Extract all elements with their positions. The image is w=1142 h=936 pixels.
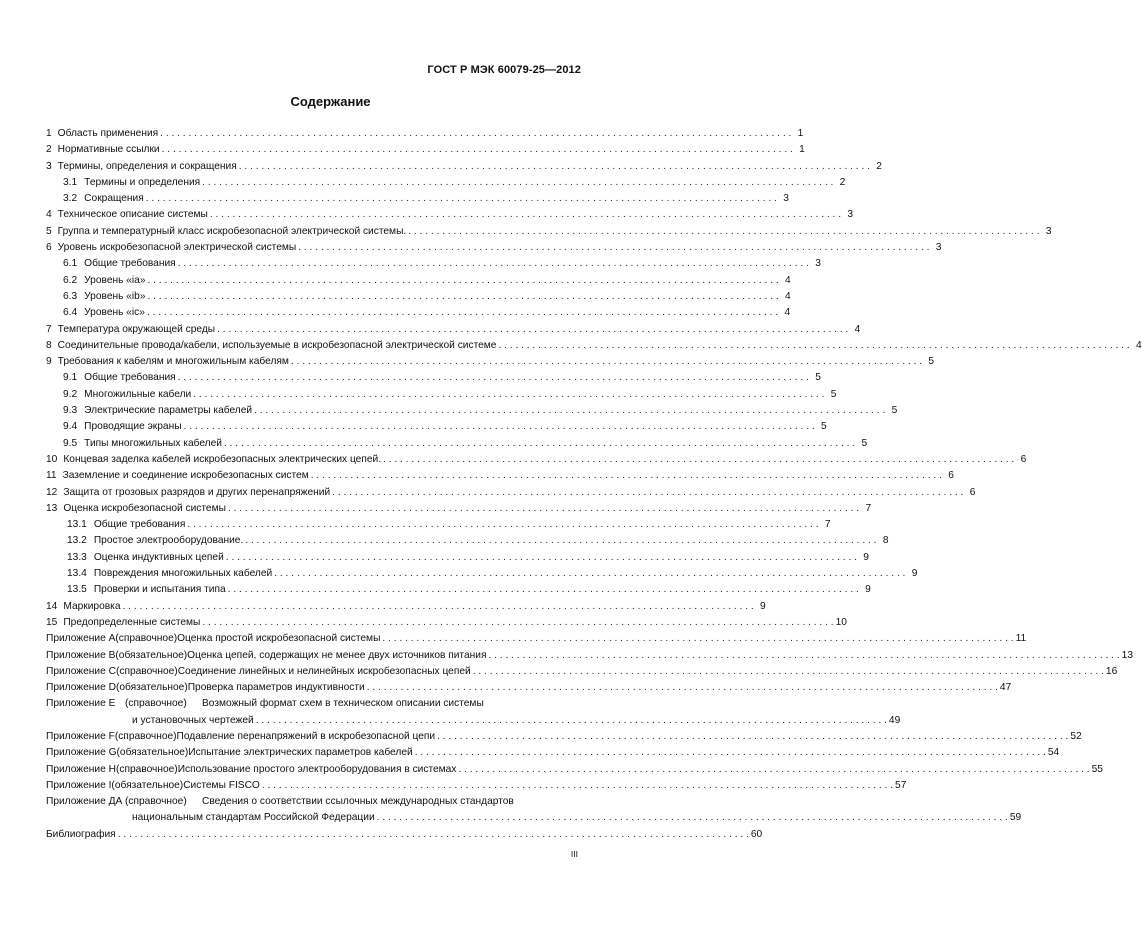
toc-appendix-entry[interactable] (46, 729, 1082, 745)
toc-entry-title: Многожильные кабели (84, 388, 192, 400)
dot-leader (488, 648, 1119, 664)
toc-appendix-entry[interactable] (46, 696, 901, 729)
dot-leader (291, 354, 922, 370)
dot-leader (118, 827, 749, 843)
toc-entry-title: Общие требования (84, 372, 176, 384)
appendix-kind: (справочное) (115, 633, 178, 645)
toc-entry-page: 3 (783, 193, 789, 205)
toc-entry[interactable] (46, 403, 898, 419)
appendix-kind: (справочное) (125, 698, 187, 710)
toc-entry-number: 1 (46, 128, 52, 139)
appendix-title: Испытание электрических параметров кабелей (188, 747, 413, 759)
toc-entry-number: 3.2 (63, 193, 78, 205)
toc-entry[interactable] (46, 354, 935, 370)
toc-entry-title: Защита от грозовых разрядов и других перенапряжений (63, 486, 331, 498)
appendix-label: Приложение C (46, 665, 116, 677)
toc-entry[interactable] (46, 533, 889, 549)
toc-entry[interactable] (46, 485, 976, 501)
dot-leader (228, 582, 859, 598)
dot-leader (147, 305, 778, 321)
appendix-label: Приложение G (46, 747, 117, 759)
appendix-title: Использование простого электрооборудования в системах (177, 763, 457, 775)
dot-leader (377, 810, 1008, 826)
dot-leader (367, 680, 998, 696)
toc-entry-number: 11 (46, 470, 57, 482)
toc-entry-title: Уровень искробезопасной электрической системы (57, 242, 297, 254)
toc-entry-title: Область применения (57, 128, 159, 139)
toc-entry-title: Группа и температурный класс искробезопасной электрической системы. (57, 225, 407, 237)
toc-appendix-entry[interactable] (46, 745, 1060, 761)
toc-bibliography-entry[interactable] (46, 827, 763, 843)
toc-entry[interactable] (46, 452, 1027, 468)
bibliography-page: 60 (750, 828, 763, 840)
dot-leader (148, 289, 779, 305)
appendix-label: Приложение ДА (46, 796, 123, 808)
toc-entry-number: 3.1 (63, 176, 78, 188)
toc-entry-number: 13.4 (67, 568, 87, 580)
toc-entry-page: 4 (854, 323, 861, 335)
appendix-title: Оценка цепей, содержащих не менее двух источников питания (187, 649, 487, 661)
toc-entry-number: 9.2 (63, 388, 78, 400)
toc-entry-page: 9 (760, 600, 766, 612)
toc-entry-page: 2 (839, 176, 846, 188)
dot-leader (202, 175, 833, 191)
toc-entry-page: 4 (785, 290, 791, 302)
toc-entry[interactable] (46, 305, 791, 321)
toc-entry[interactable] (46, 159, 882, 175)
dot-leader (262, 778, 893, 794)
toc-entry-title: Маркировка (63, 600, 121, 612)
toc-entry[interactable] (46, 142, 805, 158)
toc-entry-number: 14 (46, 600, 58, 612)
toc-appendix-entry[interactable] (46, 664, 1118, 680)
appendix-kind: (обязательное) (115, 682, 188, 694)
dot-leader (437, 729, 1068, 745)
toc-entry-number: 15 (46, 616, 58, 628)
appendix-label: Приложение F (46, 730, 115, 742)
toc-appendix-entry[interactable] (46, 680, 1012, 696)
dot-leader (123, 599, 754, 615)
appendix-label: Приложение B (46, 649, 116, 661)
dot-leader (148, 273, 779, 289)
toc-entry-page: 5 (815, 372, 821, 384)
toc-entry-number: 3 (46, 160, 52, 172)
toc-entry-page: 5 (830, 388, 837, 400)
document-header: ГОСТ Р МЭК 60079-25—2012 (427, 64, 581, 76)
dot-leader (498, 338, 1129, 354)
table-of-contents (46, 126, 1142, 843)
toc-entry[interactable] (46, 468, 954, 484)
dot-leader (408, 224, 1039, 240)
toc-entry-number: 9.4 (63, 421, 78, 433)
toc-entry[interactable] (46, 240, 942, 256)
dot-leader (382, 631, 1013, 647)
appendix-title: Сведения о соответствии ссылочных международных стандартов (202, 796, 514, 808)
toc-entry[interactable] (46, 273, 791, 289)
toc-entry-number: 9 (46, 356, 52, 368)
toc-entry[interactable] (46, 517, 831, 533)
toc-entry-number: 6.2 (63, 274, 78, 286)
appendix-kind: (справочное) (125, 796, 187, 808)
toc-entry-page: 4 (784, 307, 791, 319)
appendix-kind: (обязательное) (116, 747, 189, 759)
dot-leader (458, 762, 1089, 778)
toc-entry[interactable] (46, 322, 861, 338)
toc-entry-page: 3 (847, 209, 854, 221)
appendix-label: Приложение H (46, 763, 116, 775)
toc-entry-page: 5 (891, 405, 898, 417)
toc-entry[interactable] (46, 599, 766, 615)
toc-entry-title: Температура окружающей среды (57, 323, 216, 335)
toc-entry-page: 1 (797, 128, 804, 139)
appendix-kind: (справочное) (115, 763, 178, 775)
toc-entry-number: 9.3 (63, 405, 78, 417)
toc-entry-page: 7 (865, 502, 872, 514)
dot-leader (210, 207, 841, 223)
toc-entry-title: Заземление и соединение искробезопасных систем (62, 470, 309, 482)
toc-entry-number: 10 (46, 453, 58, 465)
dot-leader (332, 485, 963, 501)
toc-entry-page: 6 (948, 470, 954, 482)
toc-entry-title: Сокращения (84, 193, 144, 205)
toc-entry-number: 13 (46, 502, 58, 514)
appendix-page: 52 (1070, 730, 1082, 742)
toc-appendix-entry[interactable] (46, 794, 1022, 827)
dot-leader (224, 436, 855, 452)
toc-entry-title: Типы многожильных кабелей (84, 437, 222, 449)
dot-leader (383, 452, 1014, 468)
toc-entry-title: Электрические параметры кабелей (84, 405, 253, 417)
appendix-page: 13 (1121, 649, 1134, 661)
toc-entry-page: 6 (969, 486, 976, 498)
dot-leader (226, 550, 857, 566)
dot-leader (228, 501, 859, 517)
appendix-label: Приложение A (46, 633, 116, 645)
toc-entry-number: 12 (46, 486, 58, 498)
toc-entry-number: 6 (46, 242, 52, 254)
dot-leader (298, 240, 929, 256)
toc-entry-number: 13.5 (67, 584, 87, 596)
appendix-page: 59 (1009, 812, 1022, 824)
toc-entry[interactable] (46, 224, 1052, 240)
toc-entry-page: 9 (865, 584, 871, 596)
toc-entry-number: 8 (46, 339, 52, 351)
toc-entry[interactable] (46, 370, 821, 386)
appendix-label: Приложение E (46, 698, 116, 710)
toc-entry-number: 13.2 (67, 535, 87, 547)
toc-entry[interactable] (46, 126, 804, 142)
bibliography-title: Библиография (46, 828, 116, 840)
toc-entry-number: 6.1 (63, 258, 78, 270)
appendix-title: Системы FISCO (183, 779, 260, 791)
toc-entry[interactable] (46, 207, 854, 223)
dot-leader (160, 126, 791, 142)
toc-entry[interactable] (46, 550, 869, 566)
toc-entry-page: 9 (911, 568, 918, 580)
toc-entry-title: Простое электрооборудование. (93, 535, 244, 547)
toc-entry-title: Оценка искробезопасной системы (63, 502, 226, 514)
toc-entry[interactable] (46, 175, 846, 191)
toc-entry-title: Уровень «ia» (84, 274, 146, 286)
toc-entry-page: 3 (1045, 225, 1052, 237)
toc-entry-page: 8 (882, 535, 889, 547)
appendix-page: 49 (888, 714, 901, 726)
appendix-title: Проверка параметров индуктивности (187, 682, 365, 694)
toc-entry-title: Соединительные провода/кабели, используемые в искробезопасной электрической системе (57, 339, 497, 351)
appendix-title: Оценка простой искробезопасной системы (177, 633, 381, 645)
toc-entry-title: Повреждения многожильных кабелей (93, 568, 273, 580)
toc-entry[interactable] (46, 289, 791, 305)
appendix-title-continued: национальным стандартам Российской Федерации (132, 812, 375, 824)
toc-entry-number: 5 (46, 225, 52, 237)
toc-appendix-entry[interactable] (46, 762, 1103, 778)
toc-entry-title: Нормативные ссылки (57, 144, 160, 156)
dot-leader (178, 256, 809, 272)
appendix-page: 55 (1091, 763, 1103, 775)
dot-leader (274, 566, 905, 582)
toc-entry-title: Техническое описание системы (57, 209, 208, 221)
toc-appendix-entry[interactable] (46, 648, 1134, 664)
toc-appendix-entry[interactable] (46, 631, 1027, 647)
toc-title: Содержание (290, 94, 371, 109)
toc-entry[interactable] (46, 419, 827, 435)
toc-entry[interactable] (46, 582, 871, 598)
toc-entry[interactable] (46, 191, 789, 207)
toc-entry-page: 2 (876, 160, 882, 172)
toc-entry[interactable] (46, 566, 918, 582)
appendix-kind: (справочное) (115, 665, 178, 677)
toc-entry-title: Общие требования (93, 519, 186, 531)
toc-entry-page: 4 (1135, 339, 1142, 351)
toc-entry[interactable] (46, 256, 821, 272)
toc-entry-title: Термины и определения (84, 176, 201, 188)
appendix-page: 57 (895, 779, 907, 791)
toc-entry[interactable] (46, 501, 872, 517)
toc-entry-title: Уровень «ic» (84, 307, 145, 319)
toc-entry-number: 4 (46, 209, 52, 221)
toc-entry-number: 13.1 (67, 519, 87, 531)
toc-entry-page: 7 (824, 519, 831, 531)
toc-entry-number: 13.3 (67, 551, 87, 563)
appendix-page: 16 (1105, 665, 1118, 677)
dot-leader (254, 403, 885, 419)
appendix-label: Приложение D (46, 682, 116, 694)
appendix-title: Подавление перенапряжений в искробезопасной цепи (176, 730, 436, 742)
toc-entry-page: 5 (821, 421, 827, 433)
toc-entry-page: 6 (1020, 453, 1027, 465)
appendix-kind: (обязательное) (115, 649, 188, 661)
dot-leader (311, 468, 942, 484)
dot-leader (245, 533, 876, 549)
appendix-page: 11 (1015, 633, 1027, 645)
appendix-page: 47 (999, 682, 1012, 694)
toc-entry-title: Требования к кабелям и многожильным кабелям (57, 356, 289, 368)
dot-leader (162, 142, 793, 158)
dot-leader (146, 191, 777, 207)
toc-entry[interactable] (46, 387, 837, 403)
toc-entry-number: 6.4 (63, 307, 78, 319)
appendix-kind: (обязательное) (111, 779, 184, 791)
dot-leader (256, 713, 887, 729)
appendix-title: Соединение линейных и нелинейных искробезопасных цепей (177, 665, 471, 677)
toc-entry-page: 5 (861, 437, 868, 449)
toc-entry-title: Концевая заделка кабелей искробезопасных электрических цепей. (63, 453, 382, 465)
toc-entry-title: Оценка индуктивных цепей (93, 551, 224, 563)
toc-entry-page: 3 (935, 242, 942, 254)
toc-entry-title: Проверки и испытания типа (93, 584, 226, 596)
toc-entry-title: Уровень «ib» (84, 290, 146, 302)
appendix-kind: (справочное) (114, 730, 177, 742)
toc-entry-number: 9.5 (63, 437, 78, 449)
toc-entry-page: 1 (799, 144, 805, 156)
appendix-label: Приложение I (46, 779, 112, 791)
toc-entry-number: 2 (46, 144, 52, 156)
toc-appendix-entry[interactable] (46, 778, 907, 794)
toc-entry-page: 9 (863, 551, 869, 563)
dot-leader (187, 517, 818, 533)
toc-entry-number: 6.3 (63, 290, 78, 302)
toc-entry-title: Проводящие экраны (84, 421, 182, 433)
toc-entry-number: 7 (46, 323, 52, 335)
toc-entry-number: 9.1 (63, 372, 78, 384)
dot-leader (239, 159, 870, 175)
toc-entry-page: 5 (928, 356, 935, 368)
dot-leader (473, 664, 1104, 680)
page-number-footer: III (570, 849, 578, 859)
appendix-title: Возможный формат схем в техническом описании системы (202, 698, 484, 710)
dot-leader (184, 419, 815, 435)
dot-leader (193, 387, 824, 403)
toc-entry[interactable] (46, 436, 868, 452)
toc-entry[interactable] (46, 338, 1142, 354)
toc-entry[interactable] (46, 615, 847, 631)
toc-entry-title: Предопределенные системы (63, 616, 201, 628)
toc-entry-title: Термины, определения и сокращения (57, 160, 237, 172)
toc-entry-page: 4 (785, 274, 791, 286)
dot-leader (217, 322, 848, 338)
toc-entry-page: 10 (835, 616, 847, 628)
toc-entry-page: 3 (815, 258, 821, 270)
dot-leader (415, 745, 1046, 761)
dot-leader (178, 370, 809, 386)
appendix-title-continued: и установочных чертежей (132, 714, 254, 726)
appendix-page: 54 (1047, 747, 1060, 759)
dot-leader (202, 615, 833, 631)
toc-entry-title: Общие требования (84, 258, 176, 270)
